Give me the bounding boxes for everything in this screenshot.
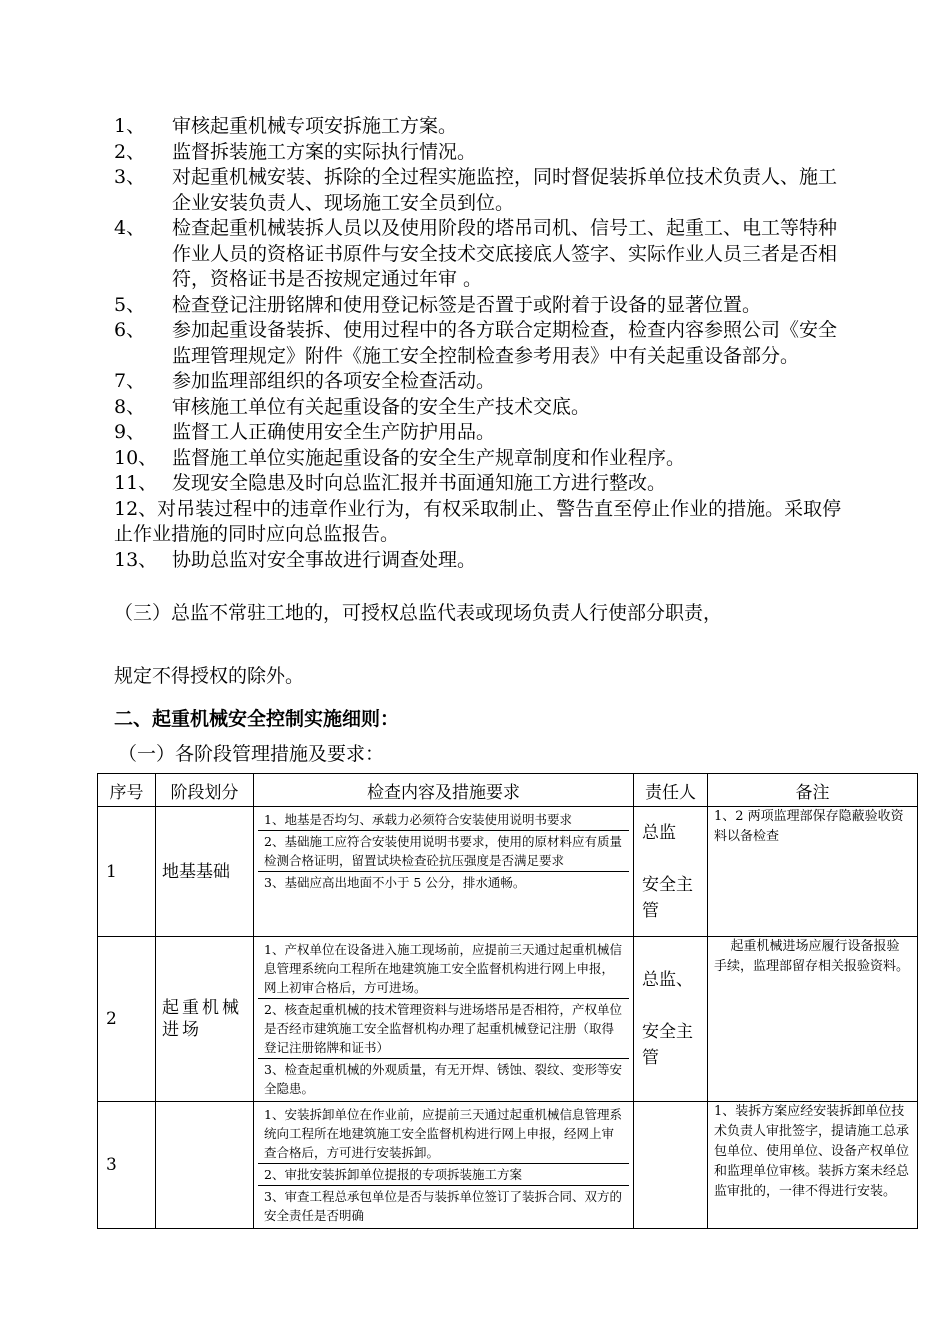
list-item <box>114 216 854 293</box>
list-item-text: 监督工人正确使用安全生产防护用品。 <box>172 421 496 443</box>
content-subrow <box>258 939 629 999</box>
cell-stage: 地基基础 <box>156 807 254 937</box>
cell-note: 起重机械进场应履行设备报验手续，监理部留存相关报验资料。 <box>708 937 918 1102</box>
list-item <box>114 114 854 140</box>
content-subrow <box>258 872 629 894</box>
list-item-number: 7、 <box>114 370 146 392</box>
list-item <box>114 293 854 319</box>
list-item-text: 审核起重机械专项安拆施工方案。 <box>172 115 458 137</box>
list-item <box>114 165 854 216</box>
list-item-number: 2、 <box>114 140 146 163</box>
list-item-text: 协助总监对安全事故进行调查处理。 <box>172 548 477 571</box>
para-three-line2: 规定不得授权的除外。 <box>114 665 305 687</box>
cell-note: 1、2 两项监理部保存隐蔽验收资料以备检查 <box>708 807 918 937</box>
content-item: 3、基础应高出地面不小于 5 公分，排水通畅。 <box>264 875 526 890</box>
list-item-text: 检查起重机械装拆人员以及使用阶段的塔吊司机、信号工、起重工、电工等特种作业人员的资格证书原件与安全技术交底接底人签字、实际作业人员三者是否相符，资格证书是否按规定通过年审 。 <box>172 217 838 290</box>
list-item-text: 参加监理部组织的各项安全检查活动。 <box>172 370 496 392</box>
table-row <box>98 807 918 937</box>
list-item-number: 13、 <box>114 548 158 571</box>
list-item-number: 5、 <box>114 293 146 316</box>
list-item-number: 9、 <box>114 421 146 443</box>
cell-content <box>254 807 634 937</box>
cell-responsible: 总监、 安全主管 <box>634 937 708 1102</box>
content-item: 3、检查起重机械的外观质量，有无开焊、锈蚀、裂纹、变形等安全隐患。 <box>264 1062 622 1096</box>
table-header-row <box>98 774 918 807</box>
section-subheading: （一）各阶段管理措施及要求： <box>118 743 385 765</box>
section-heading: 二、起重机械安全控制实施细则： <box>114 708 400 730</box>
cell-seq: 2 <box>98 937 156 1102</box>
list-item <box>114 369 854 395</box>
content-subtable <box>258 1104 629 1226</box>
cell-stage: 起重机械进场 <box>156 937 254 1102</box>
content-item: 1、产权单位在设备进入施工现场前，应提前三天通过起重机械信息管理系统向工程所在地建筑施工安全监督机构进行网上申报，网上初审合格后，方可进场。 <box>258 939 629 999</box>
list-item-number: 8、 <box>114 395 146 418</box>
table-row <box>98 1102 918 1229</box>
list-item <box>114 471 854 497</box>
content-subrow <box>258 1164 629 1186</box>
measures-table <box>97 773 918 1229</box>
header-responsible: 责任人 <box>634 774 708 807</box>
content-subtable <box>258 939 629 1099</box>
list-item-text: 监督施工单位实施起重设备的安全生产规章制度和作业程序。 <box>172 446 686 469</box>
header-seq: 序号 <box>98 774 156 807</box>
content-subrow <box>258 1059 629 1100</box>
duty-list <box>114 114 854 573</box>
content-item: 2、审批安装拆卸单位提报的专项拆装施工方案 <box>258 1164 629 1186</box>
cell-content <box>254 1102 634 1229</box>
cell-seq: 1 <box>98 807 156 937</box>
list-item-text: 参加起重设备装拆、使用过程中的各方联合定期检查，检查内容参照公司《安全监理管理规定》附件《施工安全控制检查参考用表》中有关起重设备部分。 <box>172 319 838 367</box>
list-item-text: 对起重机械安装、拆除的全过程实施监控，同时督促装拆单位技术负责人、施工企业安装负责人、现场施工安全员到位。 <box>172 166 838 214</box>
cell-content <box>254 937 634 1102</box>
content-subtable <box>258 809 629 893</box>
list-item <box>114 395 854 421</box>
list-item-text: 发现安全隐患及时向总监汇报并书面通知施工方进行整改。 <box>172 472 667 494</box>
content-item: 2、基础施工应符合安装使用说明书要求，使用的原材料应有质量检测合格证明，留置试块检查砼抗压强度是否满足要求 <box>258 831 629 872</box>
list-item <box>114 420 854 446</box>
content-subrow <box>258 999 629 1059</box>
content-item: 3、审查工程总承包单位是否与装拆单位签订了装拆合同、双方的安全责任是否明确 <box>264 1189 622 1223</box>
list-item-number: 3、 <box>114 166 146 188</box>
list-item-12: 12、对吊装过程中的违章作业行为，有权采取制止、警告直至停止作业的措施。采取停止作业措施的同时应向总监报告。 <box>114 497 842 545</box>
content-subrow <box>258 831 629 872</box>
list-item <box>114 318 854 369</box>
content-item: 1、地基是否均匀、承载力必须符合安装使用说明书要求 <box>258 809 629 831</box>
header-note: 备注 <box>708 774 918 807</box>
header-content: 检查内容及措施要求 <box>254 774 634 807</box>
table-row <box>98 937 918 1102</box>
list-item-number: 10、 <box>114 446 158 469</box>
cell-seq: 3 <box>98 1102 156 1229</box>
list-item-number: 6、 <box>114 319 146 341</box>
list-item-number: 4、 <box>114 217 146 239</box>
cell-note: 1、装拆方案应经安装拆卸单位技术负责人审批签字，提请施工总承包单位、使用单位、设备产权单位和监理单位审核。装拆方案未经总监审批的，一律不得进行安装。 <box>708 1102 918 1229</box>
header-stage: 阶段划分 <box>156 774 254 807</box>
content-subrow <box>258 809 629 831</box>
list-item-13 <box>114 548 854 574</box>
list-item-text: 检查登记注册铭牌和使用登记标签是否置于或附着于设备的显著位置。 <box>172 293 762 316</box>
list-item <box>114 140 854 166</box>
list-item-text: 监督拆装施工方案的实际执行情况。 <box>172 140 477 163</box>
para-three-line1: （三）总监不常驻工地的，可授权总监代表或现场负责人行使部分职责， <box>114 602 723 624</box>
content-item: 2、核查起重机械的技术管理资料与进场塔吊是否相符，产权单位是否经市建筑施工安全监督机构办理了起重机械登记注册（取得登记注册铭牌和证书） <box>258 999 629 1059</box>
list-item-number: 11、 <box>114 472 158 494</box>
content-subrow <box>258 1104 629 1164</box>
list-item-number: 1、 <box>114 115 146 137</box>
content-item: 1、安装拆卸单位在作业前，应提前三天通过起重机械信息管理系统向工程所在地建筑施工安全监督机构进行网上申报，经网上审查合格后，方可进行安装拆卸。 <box>258 1104 629 1164</box>
cell-responsible <box>634 1102 708 1229</box>
cell-stage <box>156 1102 254 1229</box>
cell-responsible: 总监 安全主管 <box>634 807 708 937</box>
list-item-text: 审核施工单位有关起重设备的安全生产技术交底。 <box>172 395 591 418</box>
content-subrow <box>258 1186 629 1227</box>
list-item <box>114 446 854 472</box>
